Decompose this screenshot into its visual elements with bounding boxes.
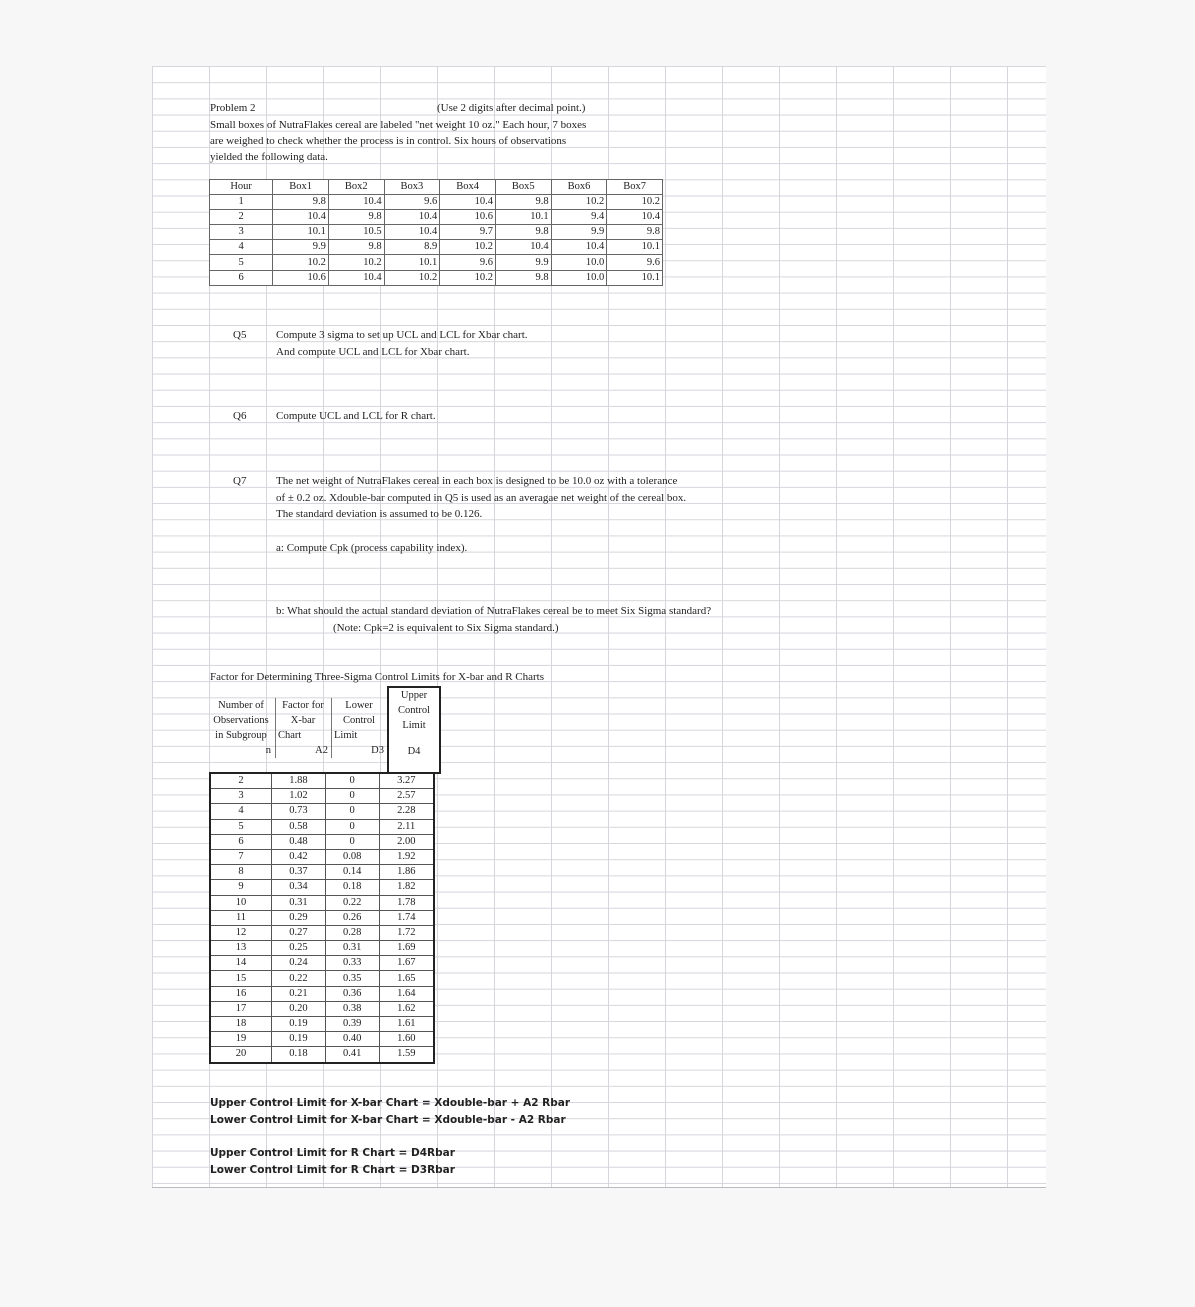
cell: 9.6 — [607, 255, 663, 270]
q7-label: Q7 — [233, 475, 247, 487]
cell: 20 — [210, 1047, 272, 1063]
header-col-d3: Lower Control Limit D3 — [331, 698, 386, 758]
q5-line-1: Compute 3 sigma to set up UCL and LCL for Xbar chart. — [276, 329, 528, 341]
header-box2: Box2 — [328, 180, 384, 195]
cell: 5 — [210, 255, 273, 270]
table-row — [210, 986, 434, 1001]
cell: 0 — [325, 819, 379, 834]
cell: 0 — [325, 804, 379, 819]
cell: 12 — [210, 925, 272, 940]
cell: 1.69 — [379, 941, 434, 956]
table-row — [210, 865, 434, 880]
cell: 9 — [210, 880, 272, 895]
cell: 11 — [210, 910, 272, 925]
header-box4: Box4 — [440, 180, 496, 195]
factor-table — [209, 772, 435, 1064]
cell: 1.88 — [272, 773, 326, 789]
cell: 1 — [210, 195, 273, 210]
cell: 10.4 — [328, 270, 384, 285]
cell: 0.22 — [272, 971, 326, 986]
table-row — [210, 1032, 434, 1047]
q6-line-1: Compute UCL and LCL for R chart. — [276, 410, 436, 422]
cell: 19 — [210, 1032, 272, 1047]
cell: 0 — [325, 789, 379, 804]
table-row — [210, 941, 434, 956]
cell: 10.1 — [607, 270, 663, 285]
cell: 0.38 — [325, 1001, 379, 1016]
cell: 0.21 — [272, 986, 326, 1001]
cell: 8 — [210, 865, 272, 880]
cell: 1.78 — [379, 895, 434, 910]
cell: 9.8 — [495, 225, 551, 240]
table-row — [210, 195, 663, 210]
table-row — [210, 819, 434, 834]
header-col-a2: Factor for X-bar Chart A2 — [275, 698, 330, 758]
cell: 0.29 — [272, 910, 326, 925]
cell: 10.2 — [440, 240, 496, 255]
cell: 10.1 — [607, 240, 663, 255]
cell: 2.57 — [379, 789, 434, 804]
cell: 0 — [325, 773, 379, 789]
cell: 9.9 — [551, 225, 607, 240]
cell: 0.48 — [272, 834, 326, 849]
cell: 2.28 — [379, 804, 434, 819]
cell: 14 — [210, 956, 272, 971]
problem-line-2: are weighed to check whether the process is in control. Six hours of observations — [210, 135, 567, 147]
cell: 16 — [210, 986, 272, 1001]
cell: 9.6 — [440, 255, 496, 270]
cell: 10.2 — [440, 270, 496, 285]
cell: 10.4 — [328, 195, 384, 210]
table-row — [210, 971, 434, 986]
table-row — [210, 1017, 434, 1032]
spreadsheet-sheet — [152, 66, 1046, 1188]
q7-line-1: The net weight of NutraFlakes cereal in each box is designed to be 10.0 oz with a tolerance — [276, 475, 678, 487]
cell: 0 — [325, 834, 379, 849]
table-row — [210, 849, 434, 864]
cell: 1.92 — [379, 849, 434, 864]
factor-table-header — [209, 686, 437, 772]
cell: 0.31 — [325, 941, 379, 956]
header-hour: Hour — [210, 180, 273, 195]
cell: 9.8 — [273, 195, 329, 210]
cell: 0.41 — [325, 1047, 379, 1063]
cell: 10.4 — [495, 240, 551, 255]
cell: 9.6 — [384, 195, 440, 210]
cell: 4 — [210, 240, 273, 255]
cell: 9.9 — [495, 255, 551, 270]
table-row — [210, 1001, 434, 1016]
cell: 0.18 — [272, 1047, 326, 1063]
cell: 0.34 — [272, 880, 326, 895]
table-row — [210, 880, 434, 895]
header-col-d4: Upper Control Limit D4 — [387, 686, 441, 774]
formula-ucl-xbar: Upper Control Limit for X-bar Chart = Xdouble-bar + A2 Rbar — [210, 1097, 571, 1109]
cell: 3 — [210, 789, 272, 804]
header-box5: Box5 — [495, 180, 551, 195]
cell: 2 — [210, 773, 272, 789]
cell: 2.00 — [379, 834, 434, 849]
cell: 9.8 — [328, 240, 384, 255]
cell: 10.0 — [551, 270, 607, 285]
cell: 10.4 — [384, 225, 440, 240]
cell: 0.36 — [325, 986, 379, 1001]
table-row — [210, 895, 434, 910]
cell: 13 — [210, 941, 272, 956]
cell: 0.14 — [325, 865, 379, 880]
table-row — [210, 210, 663, 225]
q7-part-a: a: Compute Cpk (process capability index). — [276, 542, 468, 554]
cell: 9.8 — [328, 210, 384, 225]
cell: 1.86 — [379, 865, 434, 880]
cell: 0.18 — [325, 880, 379, 895]
cell: 0.19 — [272, 1017, 326, 1032]
table-row — [210, 773, 434, 789]
cell: 18 — [210, 1017, 272, 1032]
cell: 10.1 — [273, 225, 329, 240]
cell: 9.8 — [607, 225, 663, 240]
cell: 0.22 — [325, 895, 379, 910]
cell: 0.08 — [325, 849, 379, 864]
cell: 0.39 — [325, 1017, 379, 1032]
cell: 2.11 — [379, 819, 434, 834]
table-row — [210, 240, 663, 255]
q6-label: Q6 — [233, 410, 247, 422]
table-row — [210, 270, 663, 285]
header-box7: Box7 — [607, 180, 663, 195]
cell: 1.59 — [379, 1047, 434, 1063]
table-row — [210, 834, 434, 849]
cell: 0.27 — [272, 925, 326, 940]
cell: 10.2 — [551, 195, 607, 210]
table-row — [210, 1047, 434, 1063]
cell: 10.2 — [328, 255, 384, 270]
table-header-row — [210, 180, 663, 195]
cell: 3.27 — [379, 773, 434, 789]
q7-part-b: b: What should the actual standard deviation of NutraFlakes cereal be to meet Six Sigma standard? — [276, 605, 712, 617]
cell: 1.62 — [379, 1001, 434, 1016]
cell: 0.19 — [272, 1032, 326, 1047]
cell: 5 — [210, 819, 272, 834]
cell: 10.4 — [607, 210, 663, 225]
cell: 10.2 — [607, 195, 663, 210]
cell: 9.9 — [273, 240, 329, 255]
cell: 10.5 — [328, 225, 384, 240]
cell: 1.65 — [379, 971, 434, 986]
cell: 2 — [210, 210, 273, 225]
cell: 1.64 — [379, 986, 434, 1001]
problem-note: (Use 2 digits after decimal point.) — [437, 102, 586, 114]
cell: 0.58 — [272, 819, 326, 834]
cell: 10.1 — [384, 255, 440, 270]
cell: 10.2 — [384, 270, 440, 285]
cell: 9.4 — [551, 210, 607, 225]
observation-table — [209, 179, 663, 286]
q7-line-2: of ± 0.2 oz. Xdouble-bar computed in Q5 is used as an averagae net weight of the cereal box. — [276, 492, 687, 504]
cell: 0.37 — [272, 865, 326, 880]
q5-line-2: And compute UCL and LCL for Xbar chart. — [276, 346, 470, 358]
cell: 0.73 — [272, 804, 326, 819]
cell: 9.7 — [440, 225, 496, 240]
table-row — [210, 910, 434, 925]
cell: 9.8 — [495, 195, 551, 210]
cell: 6 — [210, 270, 273, 285]
cell: 10.1 — [495, 210, 551, 225]
table-row — [210, 789, 434, 804]
cell: 1.67 — [379, 956, 434, 971]
problem-line-1: Small boxes of NutraFlakes cereal are labeled "net weight 10 oz." Each hour, 7 boxes — [210, 119, 587, 131]
q5-label: Q5 — [233, 329, 247, 341]
cell: 0.20 — [272, 1001, 326, 1016]
cell: 10.4 — [273, 210, 329, 225]
cell: 10.2 — [273, 255, 329, 270]
q7-part-b-note: (Note: Cpk=2 is equivalent to Six Sigma standard.) — [333, 622, 559, 634]
cell: 10.4 — [440, 195, 496, 210]
problem-title: Problem 2 — [210, 102, 256, 114]
cell: 10.0 — [551, 255, 607, 270]
table-row — [210, 255, 663, 270]
cell: 0.31 — [272, 895, 326, 910]
cell: 4 — [210, 804, 272, 819]
cell: 10.6 — [440, 210, 496, 225]
cell: 0.40 — [325, 1032, 379, 1047]
cell: 1.72 — [379, 925, 434, 940]
cell: 0.24 — [272, 956, 326, 971]
cell: 0.35 — [325, 971, 379, 986]
cell: 1.60 — [379, 1032, 434, 1047]
factor-table-title: Factor for Determining Three-Sigma Control Limits for X-bar and R Charts — [210, 671, 545, 683]
header-box1: Box1 — [273, 180, 329, 195]
cell: 15 — [210, 971, 272, 986]
cell: 10 — [210, 895, 272, 910]
cell: 0.28 — [325, 925, 379, 940]
header-box6: Box6 — [551, 180, 607, 195]
cell: 0.26 — [325, 910, 379, 925]
cell: 1.02 — [272, 789, 326, 804]
cell: 10.6 — [273, 270, 329, 285]
formula-lcl-r: Lower Control Limit for R Chart = D3Rbar — [210, 1164, 455, 1176]
table-row — [210, 225, 663, 240]
cell: 17 — [210, 1001, 272, 1016]
cell: 10.4 — [551, 240, 607, 255]
header-box3: Box3 — [384, 180, 440, 195]
cell: 3 — [210, 225, 273, 240]
cell: 9.8 — [495, 270, 551, 285]
formula-lcl-xbar: Lower Control Limit for X-bar Chart = Xdouble-bar - A2 Rbar — [210, 1114, 566, 1126]
cell: 1.74 — [379, 910, 434, 925]
cell: 7 — [210, 849, 272, 864]
problem-line-3: yielded the following data. — [210, 151, 328, 163]
q7-line-3: The standard deviation is assumed to be 0.126. — [276, 508, 483, 520]
cell: 0.42 — [272, 849, 326, 864]
cell: 1.61 — [379, 1017, 434, 1032]
formula-ucl-r: Upper Control Limit for R Chart = D4Rbar — [210, 1147, 455, 1159]
table-row — [210, 925, 434, 940]
table-row — [210, 804, 434, 819]
cell: 10.4 — [384, 210, 440, 225]
cell: 0.33 — [325, 956, 379, 971]
cell: 8.9 — [384, 240, 440, 255]
header-col-n: Number of Observations in Subgroup n — [213, 700, 271, 756]
cell: 1.82 — [379, 880, 434, 895]
table-row — [210, 956, 434, 971]
cell: 0.25 — [272, 941, 326, 956]
cell: 6 — [210, 834, 272, 849]
